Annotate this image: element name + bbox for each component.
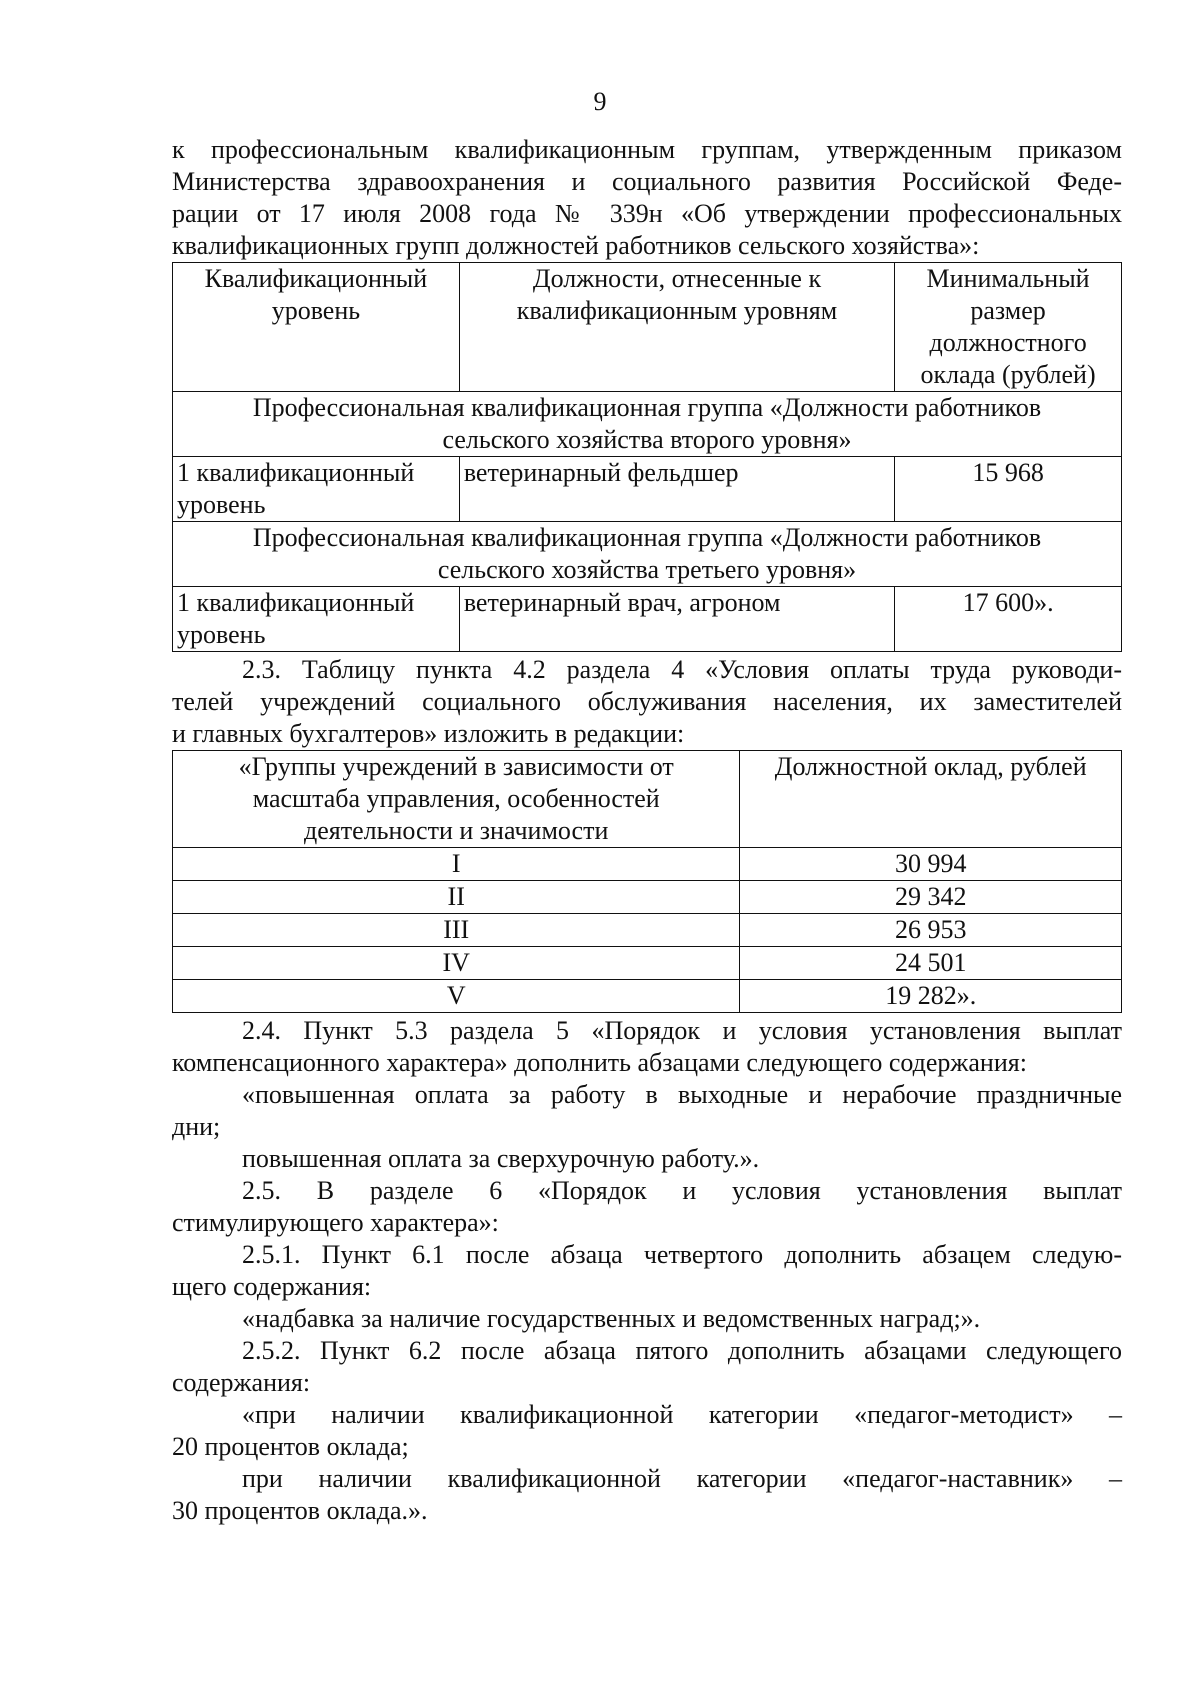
intro-line: рации от 17 июля 2008 года № 339н «Об утверждении профессиональных — [172, 199, 1122, 228]
header-level: Квалификационный уровень — [173, 263, 460, 392]
header-groups: «Группы учреждений в зависимости от масштаба управления, особенностей деятельности и значимости — [173, 751, 740, 848]
paragraph-2-3: телей учреждений социального обслуживания населения, их заместителей — [172, 687, 1122, 716]
salary-cell: 17 600». — [895, 587, 1122, 652]
salary-cell: 30 994 — [740, 848, 1122, 881]
paragraph-2-5: 2.5. В разделе 6 «Порядок и условия установления выплат — [242, 1176, 1122, 1205]
level-cell: 1 квалификационный уровень — [173, 457, 460, 522]
quote-line: «при наличии квалификационной категории «педагог-методист» – — [242, 1400, 1122, 1429]
table-row — [173, 881, 1122, 914]
table-row — [173, 947, 1122, 980]
intro-line: квалификационных групп должностей работников сельского хозяйства»: — [172, 231, 980, 260]
salary-cell: 24 501 — [740, 947, 1122, 980]
table-row — [173, 457, 1122, 522]
header-salary: Минимальный размер должностного оклада (рублей) — [895, 263, 1122, 392]
quote-line: при наличии квалификационной категории «педагог-наставник» – — [242, 1464, 1122, 1493]
qualification-table — [172, 262, 1122, 652]
quote-line: дни; — [172, 1112, 221, 1141]
group-cell: III — [173, 914, 740, 947]
paragraph-2-4: 2.4. Пункт 5.3 раздела 5 «Порядок и условия установления выплат — [242, 1016, 1122, 1045]
intro-line: к профессиональным квалификационным группам, утвержденным приказом — [172, 135, 1122, 164]
group-cell: I — [173, 848, 740, 881]
paragraph-2-5-1: щего содержания: — [172, 1272, 372, 1301]
group-title: Профессиональная квалификационная группа «Должности работников сельского хозяйства третьего уровня» — [173, 522, 1122, 587]
salary-cell: 26 953 — [740, 914, 1122, 947]
institution-groups-table — [172, 750, 1122, 1013]
paragraph-2-5-1: 2.5.1. Пункт 6.1 после абзаца четвертого дополнить абзацем следую- — [242, 1240, 1122, 1269]
document-body — [172, 134, 1122, 1527]
table-header-row — [173, 263, 1122, 392]
group-cell: II — [173, 881, 740, 914]
quote-line: 20 процентов оклада; — [172, 1432, 409, 1461]
quote-line: «повышенная оплата за работу в выходные и нерабочие праздничные — [242, 1080, 1122, 1109]
positions-cell: ветеринарный фельдшер — [459, 457, 894, 522]
paragraph-2-3: 2.3. Таблицу пункта 4.2 раздела 4 «Условия оплаты труда руководи- — [242, 655, 1122, 684]
paragraph-2-5-2: 2.5.2. Пункт 6.2 после абзаца пятого дополнить абзацами следующего — [242, 1336, 1122, 1365]
table-row — [173, 587, 1122, 652]
table-header-row — [173, 751, 1122, 848]
quote-line: «надбавка за наличие государственных и ведомственных наград;». — [242, 1304, 981, 1333]
salary-cell: 15 968 — [895, 457, 1122, 522]
group-cell: IV — [173, 947, 740, 980]
header-positions: Должности, отнесенные к квалификационным уровням — [459, 263, 894, 392]
amendments-text — [172, 1015, 1122, 1527]
paragraph-2-4: компенсационного характера» дополнить абзацами следующего содержания: — [172, 1048, 1027, 1077]
positions-cell: ветеринарный врач, агроном — [459, 587, 894, 652]
quote-line: повышенная оплата за сверхурочную работу.». — [242, 1144, 760, 1173]
paragraph-2-5: стимулирующего характера»: — [172, 1208, 499, 1237]
page-number: 9 — [593, 87, 607, 116]
table-row — [173, 914, 1122, 947]
table-row — [173, 980, 1122, 1013]
paragraph-2-3: и главных бухгалтеров» изложить в редакции: — [172, 719, 685, 748]
salary-cell: 19 282». — [740, 980, 1122, 1013]
level-cell: 1 квалификационный уровень — [173, 587, 460, 652]
group-title: Профессиональная квалификационная группа «Должности работников сельского хозяйства второго уровня» — [173, 392, 1122, 457]
group-cell: V — [173, 980, 740, 1013]
group-title-row — [173, 392, 1122, 457]
quote-line: 30 процентов оклада.». — [172, 1496, 428, 1525]
salary-cell: 29 342 — [740, 881, 1122, 914]
group-title-row — [173, 522, 1122, 587]
header-salary: Должностной оклад, рублей — [740, 751, 1122, 848]
intro-line: Министерства здравоохранения и социального развития Российской Феде- — [172, 167, 1122, 196]
paragraph-2-5-2: содержания: — [172, 1368, 311, 1397]
table-row — [173, 848, 1122, 881]
